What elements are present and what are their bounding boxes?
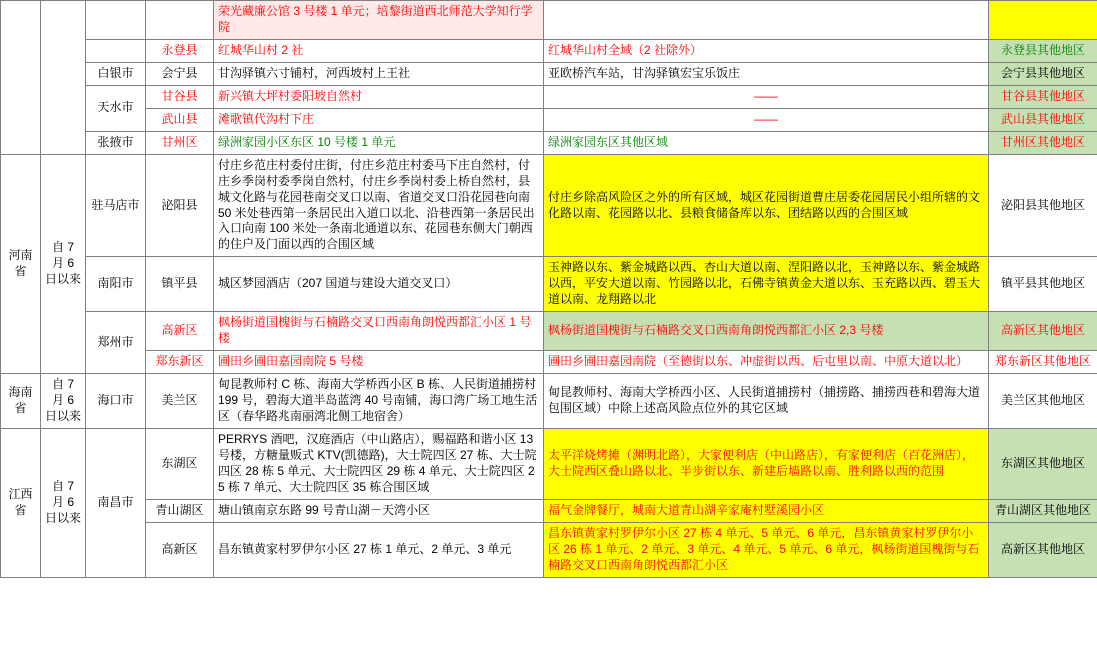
cell-district: 高新区 (146, 522, 214, 577)
cell-mid-risk: 昌东镇黄家村罗伊尔小区 27 栋 4 单元、5 单元、6 单元，昌东镇黄家村罗伊尔小区 26 栋 1 单元、2 单元、3 单元、4 单元、5 单元、6 单元，枫杨街道国槐街与石楠路交叉口西南角朗悦西都汇小区 (544, 522, 989, 577)
cell-high-risk: 付庄乡范庄村委付庄街，付庄乡范庄村委马下庄自然村，付庄乡季岗村委季岗自然村，付庄乡季岗村委上桥自然村，县城文化路与花园巷南交叉口以南、省道交叉口沿花园巷向南 50 米处巷西第一条居民出入道口以北、沿巷西第一条居民出入口向南 100 米处一条南北通道以东、花园巷东侧大门朝西的住户及门面以西的合围区域 (214, 154, 544, 257)
cell-district: 美兰区 (146, 374, 214, 429)
cell-low-risk: 高新区其他地区 (989, 312, 1097, 351)
table-row (1, 428, 1097, 499)
cell-mid-risk: —— (544, 108, 989, 131)
table-row (1, 351, 1097, 374)
cell-low-risk (989, 1, 1097, 40)
cell-mid-risk (544, 1, 989, 40)
table-row (1, 108, 1097, 131)
cell-low-risk: 镇平县其他地区 (989, 257, 1097, 312)
cell-district: 郑东新区 (146, 351, 214, 374)
cell-city: 天水市 (86, 85, 146, 131)
cell-low-risk: 会宁县其他地区 (989, 62, 1097, 85)
cell-high-risk: 圃田乡圃田嘉园南院 5 号楼 (214, 351, 544, 374)
cell-high-risk: 枫杨街道国槐街与石楠路交叉口西南角朗悦西都汇小区 1 号楼 (214, 312, 544, 351)
cell-high-risk: 塘山镇南京东路 99 号青山湖－天湾小区 (214, 499, 544, 522)
cell-city: 白银市 (86, 62, 146, 85)
cell-mid-risk: 付庄乡除高风险区之外的所有区域，城区花园街道曹庄居委花园居民小组所辖的文化路以南、花园路以北、县粮食储备库以东、团结路以西的合围区域 (544, 154, 989, 257)
table-row (1, 154, 1097, 257)
cell-low-risk: 美兰区其他地区 (989, 374, 1097, 429)
cell-district: 永登县 (146, 39, 214, 62)
cell-mid-risk: 玉神路以东、紫金城路以西、杏山大道以南、涅阳路以北，玉神路以东、紫金城路以西，平安大道以南、竹园路以北，石佛寺镇黄金大道以东、玉充路以西、碧玉大道以南、龙翔路以北 (544, 257, 989, 312)
cell-city: 郑州市 (86, 312, 146, 374)
cell-mid-risk: 枫杨街道国槐街与石楠路交叉口西南角朗悦西都汇小区 2,3 号楼 (544, 312, 989, 351)
cell-high-risk: PERRYS 酒吧，汉庭酒店（中山路店），赐福路和谐小区 13 号楼，方糖量贩式 KTV(凯德路)，大士院四区 27 栋、大士院四区 28 栋 5 单元、大士院四区 29 栋 4 单元、大士院四区 25 栋 7 单元、大士院四区 35 栋合围区域 (214, 428, 544, 499)
cell-high-risk: 红城华山村 2 社 (214, 39, 544, 62)
cell-low-risk: 东湖区其他地区 (989, 428, 1097, 499)
table-row (1, 39, 1097, 62)
cell-date: 自 7 月 6 日以来 (41, 374, 86, 429)
cell-province: 江西省 (1, 428, 41, 577)
table-row (1, 522, 1097, 577)
cell-district: 东湖区 (146, 428, 214, 499)
cell-district: 镇平县 (146, 257, 214, 312)
cell-high-risk: 甸昆教师村 C 栋、海南大学桥西小区 B 栋、人民街道捕捞村 199 号，碧海大道半岛蓝湾 40 号南铺，海口湾广场工地生活区（春华路兆南丽湾北侧工地宿舍） (214, 374, 544, 429)
cell-mid-risk: 甸昆教师村、海南大学桥西小区、人民街道捕捞村（捕捞路、捕捞西巷和碧海大道包围区域）中除上述高风险点位外的其它区域 (544, 374, 989, 429)
cell-date: 自 7 月 6 日以来 (41, 154, 86, 373)
cell-high-risk: 城区梦园酒店（207 国道与建设大道交叉口） (214, 257, 544, 312)
cell-city: 驻马店市 (86, 154, 146, 257)
table-row (1, 499, 1097, 522)
cell-mid-risk: 红城华山村全域（2 社除外） (544, 39, 989, 62)
cell-mid-risk: —— (544, 85, 989, 108)
cell-city: 南昌市 (86, 428, 146, 577)
cell-province: 海南省 (1, 374, 41, 429)
cell-high-risk: 绿洲家园小区东区 10 号楼 1 单元 (214, 131, 544, 154)
cell-low-risk: 郑东新区其他地区 (989, 351, 1097, 374)
cell-low-risk: 高新区其他地区 (989, 522, 1097, 577)
cell-low-risk: 青山湖区其他地区 (989, 499, 1097, 522)
cell-district: 青山湖区 (146, 499, 214, 522)
cell-province: 河南省 (1, 154, 41, 373)
cell-low-risk: 永登县其他地区 (989, 39, 1097, 62)
table-row (1, 1, 1097, 40)
cell-district: 武山县 (146, 108, 214, 131)
cell-district: 高新区 (146, 312, 214, 351)
cell-city: 海口市 (86, 374, 146, 429)
cell-district: 甘州区 (146, 131, 214, 154)
cell-city: 张掖市 (86, 131, 146, 154)
table-row (1, 312, 1097, 351)
cell-district: 会宁县 (146, 62, 214, 85)
cell-mid-risk: 福气金牌餐厅，城南大道青山湖辛家庵村墅溪园小区 (544, 499, 989, 522)
cell-high-risk: 昌东镇黄家村罗伊尔小区 27 栋 1 单元、2 单元、3 单元 (214, 522, 544, 577)
table-row (1, 62, 1097, 85)
cell-date: 自 7 月 6 日以来 (41, 428, 86, 577)
table-row (1, 257, 1097, 312)
cell-low-risk: 泌阳县其他地区 (989, 154, 1097, 257)
cell-high-risk: 荣光藏廉公馆 3 号楼 1 单元；培黎街道西北师范大学知行学院 (214, 1, 544, 40)
cell-mid-risk: 圃田乡圃田嘉园南院（至德街以东、冲虚街以西、后屯里以南、中原大道以北） (544, 351, 989, 374)
cell-high-risk: 甘沟驿镇六寸铺村，河西坡村上王社 (214, 62, 544, 85)
cell-low-risk: 甘州区其他地区 (989, 131, 1097, 154)
cell-city: 南阳市 (86, 257, 146, 312)
cell-mid-risk: 太平洋烧烤摊（渊明北路），大家便利店（中山路店），有家便利店（百花洲店），大士院西区叠山路以北、半步街以东、新建后墙路以南、胜利路以西的范围 (544, 428, 989, 499)
table-row (1, 131, 1097, 154)
cell-city (86, 1, 146, 40)
table-row (1, 374, 1097, 429)
cell-date (41, 1, 86, 155)
cell-mid-risk: 亚欧桥汽车站，甘沟驿镇宏宝乐饭庄 (544, 62, 989, 85)
cell-province (1, 1, 41, 155)
cell-district: 甘谷县 (146, 85, 214, 108)
table-body (1, 1, 1097, 578)
cell-low-risk: 甘谷县其他地区 (989, 85, 1097, 108)
cell-mid-risk: 绿洲家园东区其他区域 (544, 131, 989, 154)
cell-low-risk: 武山县其他地区 (989, 108, 1097, 131)
cell-district (146, 1, 214, 40)
cell-high-risk: 新兴镇大坪村委阳坡自然村 (214, 85, 544, 108)
cell-high-risk: 滩歌镇代沟村下庄 (214, 108, 544, 131)
cell-city (86, 39, 146, 62)
table-row (1, 85, 1097, 108)
cell-district: 泌阳县 (146, 154, 214, 257)
